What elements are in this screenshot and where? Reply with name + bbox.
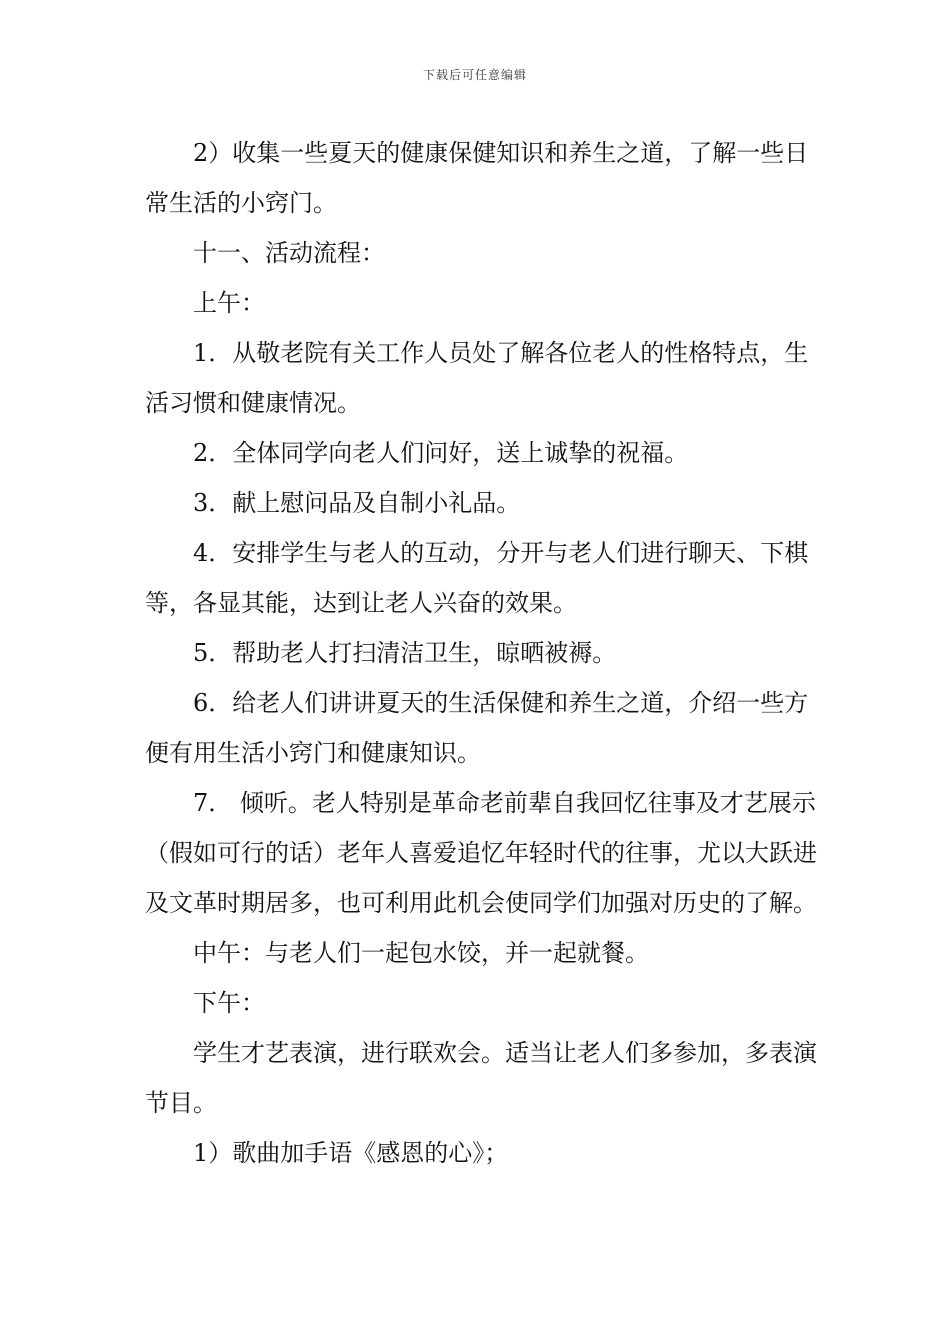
list-item-3: 3．献上慰问品及自制小礼品。 bbox=[193, 489, 521, 517]
subheading-morning: 上午： bbox=[193, 289, 265, 317]
list-item-5: 5．帮助老人打扫清洁卫生，晾晒被褥。 bbox=[193, 639, 617, 667]
list-item-7: 7． 倾听。老人特别是革命老前辈自我回忆往事及才艺展示 （假如可行的话）老年人喜爱追忆年轻时代的往事，尤以大跃进及文革时期居多，也可利用此机会使同学们加强对历史的了解。 bbox=[145, 789, 817, 917]
subheading-afternoon: 下午： bbox=[193, 989, 265, 1017]
list-item-1: 1．从敬老院有关工作人员处了解各位老人的性格特点，生活习惯和健康情况。 bbox=[145, 339, 809, 417]
page-header: 下载后可任意编辑 bbox=[422, 68, 527, 82]
paragraph-collect-knowledge: 2）收集一些夏天的健康保健知识和养生之道，了解一些日常生活的小窍门。 bbox=[145, 139, 809, 217]
paragraph-noon: 中午：与老人们一起包水饺，并一起就餐。 bbox=[193, 939, 649, 967]
document-body bbox=[145, 128, 820, 1178]
paragraph-talent-show: 学生才艺表演，进行联欢会。适当让老人们多参加，多表演节目。 bbox=[145, 1039, 817, 1117]
section-heading-activity-flow: 十一、活动流程： bbox=[193, 239, 385, 267]
list-item-6: 6．给老人们讲讲夏天的生活保健和养生之道，介绍一些方便有用生活小窍门和健康知识。 bbox=[145, 689, 809, 767]
program-item-1: 1）歌曲加手语《感恩的心》； bbox=[193, 1139, 509, 1167]
list-item-2: 2．全体同学向老人们问好，送上诚挚的祝福。 bbox=[193, 439, 689, 467]
list-item-4: 4．安排学生与老人的互动，分开与老人们进行聊天、下棋等，各显其能，达到让老人兴奋的效果。 bbox=[145, 539, 809, 617]
